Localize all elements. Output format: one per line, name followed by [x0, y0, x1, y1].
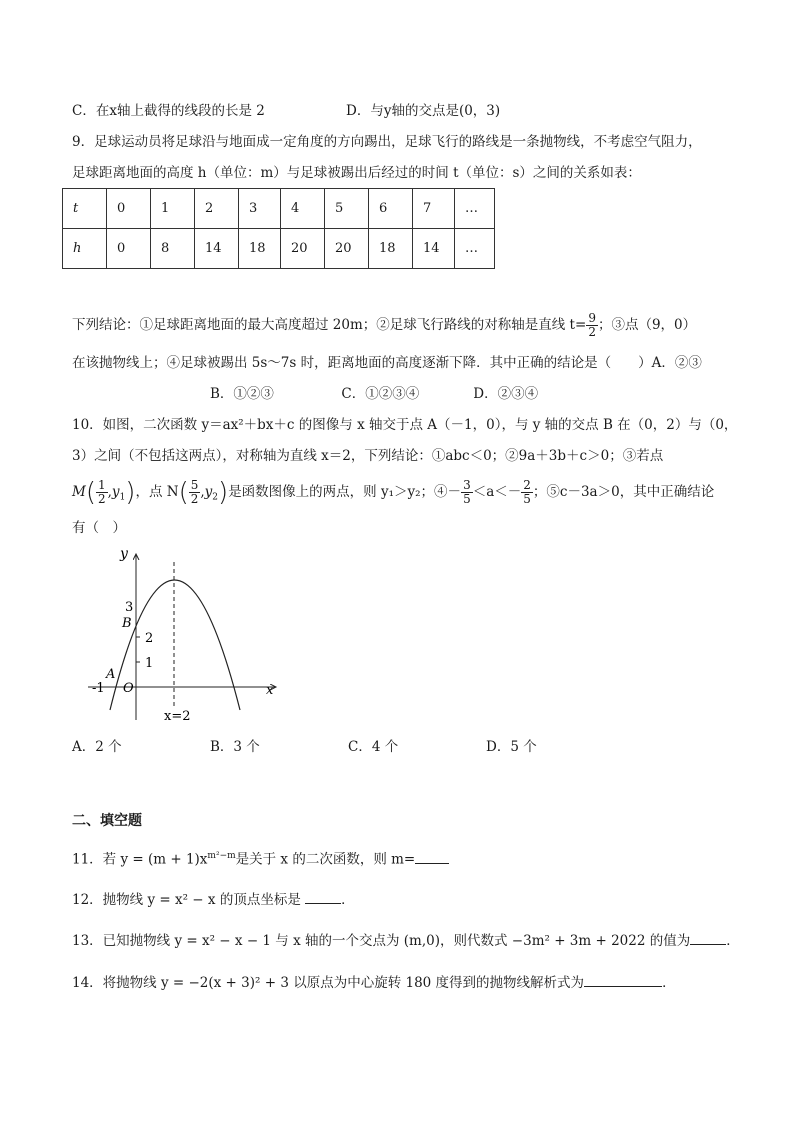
n-y-sub: 2 [212, 492, 219, 503]
tick-label-2: 2 [145, 631, 154, 646]
table-cell: 3 [239, 189, 281, 229]
q9-conclusions-line1 [72, 310, 696, 340]
neg-one-label: -1 [92, 681, 105, 696]
q9-conclusions-b: ；③点（9，0） [597, 317, 697, 333]
q13-suffix: ． [726, 933, 740, 949]
table-cell: 4 [281, 189, 325, 229]
point-m-label: M [72, 484, 86, 500]
table-cell: 6 [369, 189, 413, 229]
table-cell: 18 [369, 229, 413, 269]
q10-option-d: D．5 个 [486, 739, 537, 755]
q12-suffix: ． [341, 892, 355, 908]
n-x-fraction [189, 479, 201, 506]
frac-den: 2 [190, 492, 199, 506]
origin-label: O [123, 681, 134, 696]
q14 [72, 972, 676, 992]
a-lower-fraction [461, 479, 473, 506]
q10-parabola-graph [80, 540, 290, 730]
paren-open: ( [178, 477, 189, 508]
q14-suffix: ． [662, 975, 676, 991]
q14-text: 14．将抛物线 y = −2(x + 3)² + 3 以原点为中心旋转 180 度得到的抛物线解析式为 [72, 975, 585, 991]
q10-option-b: B．3 个 [210, 739, 260, 755]
frac-num: 5 [190, 478, 199, 492]
q9-stem-line2: 足球距离地面的高度 h（单位：m）与足球被踢出后经过的时间 t（单位：s）之间的关系如表： [72, 165, 641, 181]
frac-num: 3 [463, 478, 471, 492]
q8-option-d: D．与y轴的交点是(0，3) [346, 103, 501, 119]
table-cell: 20 [281, 229, 325, 269]
table-cell: 0 [107, 189, 151, 229]
frac-den: 2 [588, 325, 596, 339]
paren-close: ) [125, 477, 136, 508]
q10-stem-line3: M( $\frac{1}{2}$ $,y_1$)，点 N( $\frac{5}{2}$ $,y_2$)是函数图像上的两点，则 y₁＞y₂；④－ $\frac{3}{5}$ ＜a＜－ $\frac{2}{5}$ ；⑤c－3a＞0，其中正确结论 [72, 477, 715, 508]
table-cell: 7 [413, 189, 455, 229]
frac-den: 5 [523, 492, 531, 506]
q12-prefix: 12．抛物线 y = x² − x 的顶点坐标是 [72, 892, 301, 908]
table-cell: 2 [195, 189, 239, 229]
a-mid: ＜a＜－ [472, 484, 522, 500]
table-row [63, 229, 495, 269]
table-cell: 1 [151, 189, 195, 229]
q9-conclusions-a: 下列结论：①足球距离地面的最大高度超过 20m；②足球飞行路线的对称轴是直线 t= [72, 317, 587, 333]
answer-blank[interactable] [584, 972, 662, 987]
q12 [72, 889, 355, 909]
frac-num: 1 [97, 478, 106, 492]
tick-label-1: 1 [145, 656, 154, 671]
table-cell: 14 [195, 229, 239, 269]
frac-num: 9 [588, 311, 596, 325]
q9-table [62, 188, 495, 269]
q9-options: B．①②③ C．①②③④ D．②③④ [210, 386, 539, 402]
y-label: y [120, 546, 128, 562]
paren-close: ) [218, 477, 229, 508]
q10-line3-mid: ，点 N [135, 484, 179, 500]
q11-exponent: m²−m [207, 851, 236, 861]
answer-blank[interactable] [305, 889, 341, 904]
q8-option-c: C．在x轴上截得的线段的长是 2 [72, 103, 265, 119]
table-cell: 20 [325, 229, 369, 269]
q13-text: 13．已知抛物线 y = x² − x − 1 与 x 轴的一个交点为 (m,0)，则代数式 −3m² + 3m + 2022 的值为 [72, 933, 691, 949]
table-cell: … [455, 189, 495, 229]
t-label-cell: t [63, 189, 107, 229]
point-a-label: A [106, 667, 116, 682]
q10-option-c: C．4 个 [348, 739, 399, 755]
q10-line3-end: ；⑤c－3a＞0，其中正确结论 [532, 484, 715, 500]
q9-conclusions-line2: 在该抛物线上；④足球被踢出 5s～7s 时，距离地面的高度逐渐下降．其中正确的结论是（ ）A．②③ [72, 355, 702, 371]
table-row [63, 189, 495, 229]
m-y: y [111, 484, 120, 500]
x-label: x [266, 683, 274, 698]
tick-label-3: 3 [125, 600, 134, 615]
frac-num: 2 [523, 478, 531, 492]
frac-den: 2 [97, 492, 106, 506]
a-upper-fraction [521, 479, 533, 506]
q11-prefix: 11．若 y = (m + 1)x [72, 851, 208, 868]
point-b-label: B [122, 616, 132, 631]
axis-fraction [586, 312, 598, 339]
q10-stem-line1: 10．如图，二次函数 y＝ax²＋bx＋c 的图像与 x 轴交于点 A（－1，0），与 y 轴的交点 B 在（0，2）与（0， [72, 417, 738, 433]
paren-open: ( [85, 477, 96, 508]
m-x-fraction [96, 479, 108, 506]
table-cell: 5 [325, 189, 369, 229]
q10-stem-line2: 3）之间（不包括这两点），对称轴为直线 x＝2，下列结论：①abc＜0；②9a＋3b＋c＞0；③若点 [72, 448, 664, 464]
q10-line3-after: 是函数图像上的两点，则 y₁＞y₂；④－ [228, 484, 462, 500]
frac-den: 5 [463, 492, 471, 506]
q9-stem-line1: 9．足球运动员将足球沿与地面成一定角度的方向踢出，足球飞行的路线是一条抛物线，不考虑空气阻力， [72, 134, 702, 150]
table-cell: 14 [413, 229, 455, 269]
m-y-sub: 1 [119, 492, 126, 503]
q10-stem-line4: 有（ ） [72, 520, 126, 536]
q11-suffix: 是关于 x 的二次函数，则 m= [235, 851, 416, 868]
axis-label: x=2 [164, 709, 191, 724]
n-y: y [204, 484, 213, 500]
answer-blank[interactable] [415, 849, 449, 864]
q11 [72, 847, 449, 869]
q10-option-a: A．2 个 [72, 739, 122, 755]
q13 [72, 930, 740, 950]
table-cell: 0 [107, 229, 151, 269]
answer-blank[interactable] [690, 930, 726, 945]
table-cell: 8 [151, 229, 195, 269]
table-cell: … [455, 229, 495, 269]
h-label-cell: h [63, 229, 107, 269]
table-cell: 18 [239, 229, 281, 269]
section-heading: 二、填空题 [72, 813, 142, 829]
